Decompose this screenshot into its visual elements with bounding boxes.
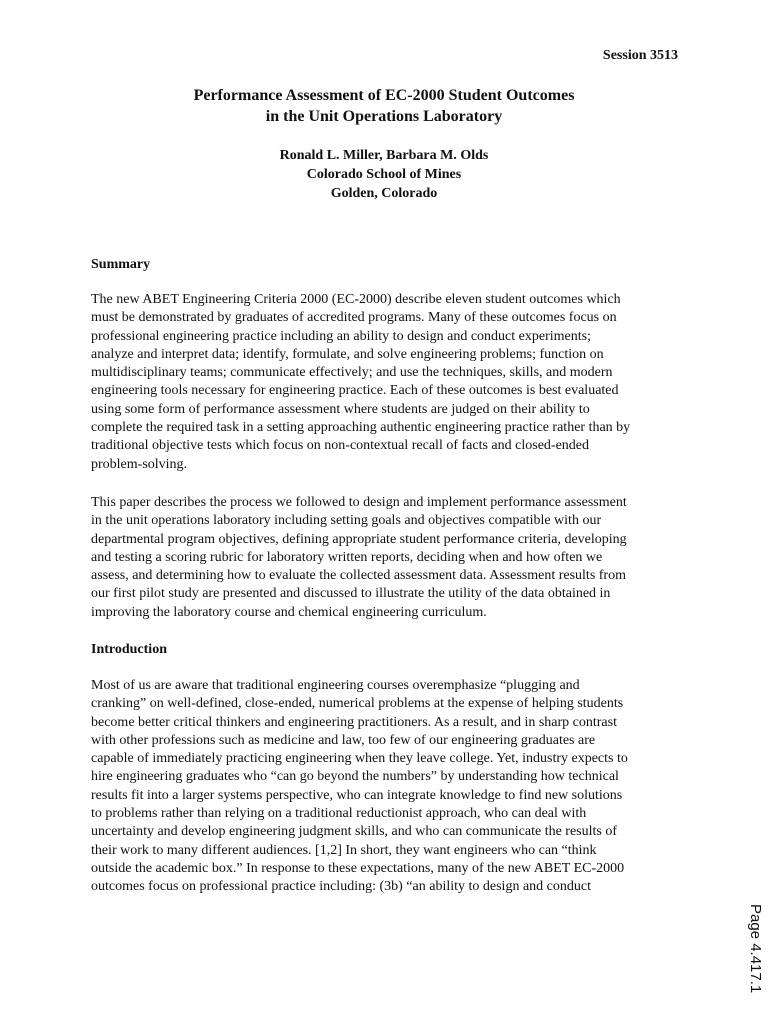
summary-paragraph-2 — [91, 494, 691, 622]
text-line: complete the required task in a setting approaching authentic engineering practice rather than by — [91, 420, 631, 436]
text-line: professional engineering practice including an ability to design and conduct experiments; — [91, 328, 591, 344]
author-names: Ronald L. Miller, Barbara M. Olds — [279, 148, 489, 163]
session-label: Session 3513 — [602, 48, 678, 63]
text-line: improving the laboratory course and chemical engineering curriculum. — [91, 604, 487, 620]
paper-title — [0, 85, 768, 127]
summary-paragraph-1 — [91, 291, 691, 474]
text-line: results fit into a larger systems perspective, who can integrate knowledge to find new solutions — [91, 787, 623, 803]
text-line: hire engineering graduates who “can go beyond the numbers” by understanding how technical — [91, 769, 619, 785]
author-block — [0, 146, 768, 203]
text-line: with other professions such as medicine and law, too few of our engineering graduates are — [91, 732, 596, 748]
text-line: traditional objective tests which focus on non-contextual recall of facts and closed-ended — [91, 438, 589, 454]
text-line: cranking” on well-defined, close-ended, numerical problems at the expense of helping students — [91, 696, 624, 712]
introduction-paragraph-1 — [91, 677, 691, 897]
page-number: Page 4.417.1 — [747, 904, 764, 994]
text-line: capable of immediately practicing engineering when they leave college. Yet, industry expects to — [91, 751, 628, 767]
text-line: Most of us are aware that traditional engineering courses overemphasize “plugging and — [91, 678, 580, 693]
text-line: multidisciplinary teams; communicate effectively; and use the techniques, skills, and modern — [91, 365, 613, 381]
introduction-heading: Introduction — [91, 642, 167, 657]
text-line: analyze and interpret data; identify, formulate, and solve engineering problems; function on — [91, 346, 604, 362]
text-line: and testing a scoring rubric for laboratory written reports, deciding when and how often we — [91, 549, 603, 565]
summary-heading: Summary — [91, 257, 151, 272]
text-line: must be demonstrated by graduates of accredited programs. Many of these outcomes focus on — [91, 310, 617, 326]
paper-title-line-2: in the Unit Operations Laboratory — [265, 108, 503, 125]
text-line: using some form of performance assessment where students are judged on their ability to — [91, 401, 590, 417]
text-line: become better critical thinkers and engineering practitioners. As a result, and in sharp contrast — [91, 714, 617, 730]
text-line: assess, and determining how to evaluate the collected assessment data. Assessment results from — [91, 568, 626, 584]
text-line: their work to many different audiences. [1,2] In short, they want engineers who can “think — [91, 842, 597, 858]
text-line: departmental program objectives, defining appropriate student performance criteria, developing — [91, 531, 627, 547]
text-line: problem-solving. — [91, 456, 188, 472]
text-line: our first pilot study are presented and discussed to illustrate the utility of the data obtained in — [91, 586, 611, 602]
text-line: The new ABET Engineering Criteria 2000 (EC-2000) describe eleven student outcomes which — [91, 292, 621, 307]
author-location: Golden, Colorado — [330, 186, 438, 201]
text-line: outcomes focus on professional practice including: (3b) “an ability to design and conduct — [91, 879, 591, 895]
paper-title-line-1: Performance Assessment of EC-2000 Student Outcomes — [193, 87, 575, 104]
text-line: in the unit operations laboratory including setting goals and objectives compatible with our — [91, 513, 602, 529]
text-line: to problems rather than relying on a traditional reductionist approach, who can deal with — [91, 806, 587, 822]
text-line: outside the academic box.” In response to these expectations, many of the new ABET EC-2000 — [91, 860, 625, 876]
text-line: uncertainty and develop engineering judgment skills, and who can communicate the results of — [91, 824, 618, 840]
author-institution: Colorado School of Mines — [306, 167, 462, 182]
text-line: This paper describes the process we followed to design and implement performance assessment — [91, 495, 627, 510]
text-line: engineering tools necessary for engineering practice. Each of these outcomes is best evaluated — [91, 383, 619, 399]
